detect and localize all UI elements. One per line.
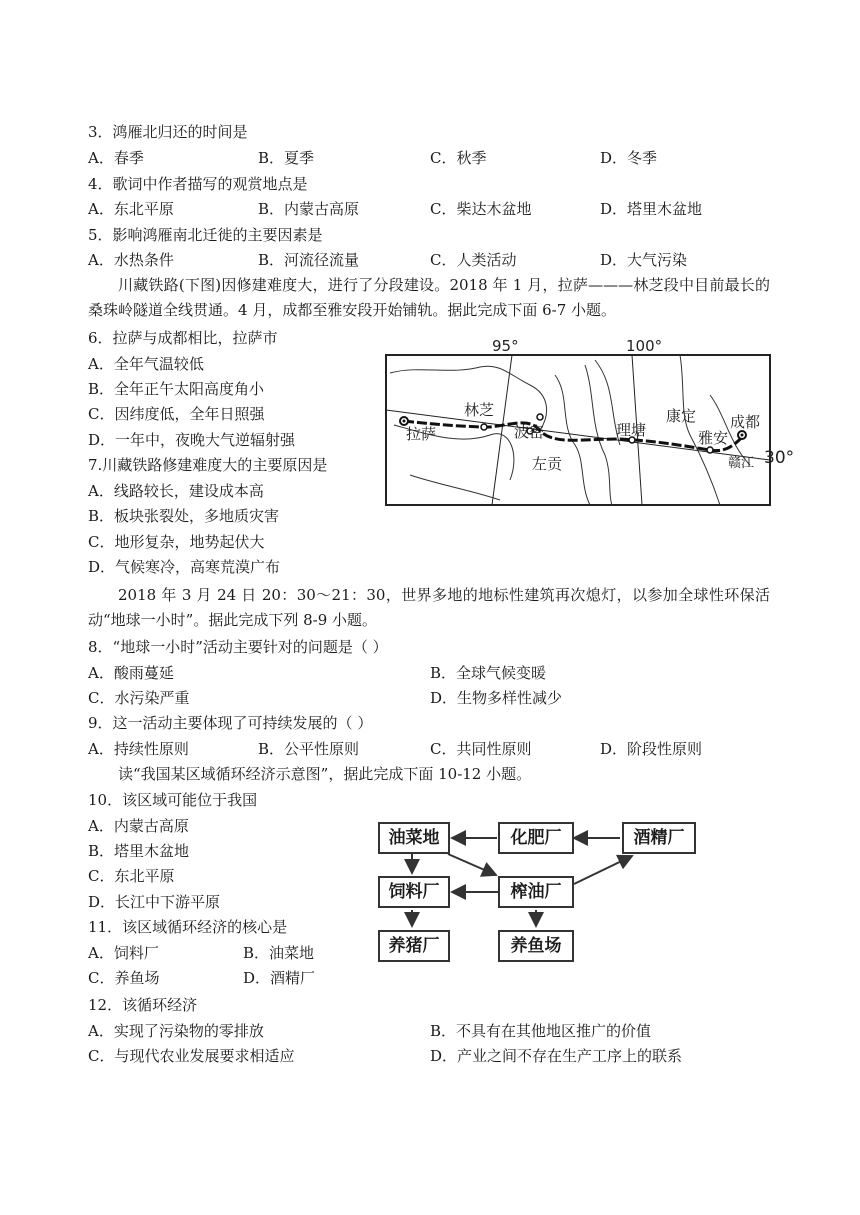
- q10-option-d: D．长江中下游平原: [88, 893, 221, 911]
- flow-node-fertilizer-plant: 化肥厂: [498, 822, 574, 854]
- q6-option-b: B．全年正午太阳高度角小: [88, 380, 265, 398]
- q9-option-c: C．共同性原则: [430, 740, 532, 758]
- q12-option-d: D．产业之间不存在生产工序上的联系: [430, 1047, 683, 1065]
- q10-option-a: A．内蒙古高原: [88, 817, 189, 835]
- circular-economy-diagram: [378, 818, 698, 968]
- intro-rail-paragraph: 川藏铁路(下图)因修建难度大，进行了分段建设。2018 年 1 月，拉萨———林芝段中目前最长的桑珠岭隧道全线贯通。4 月，成都至雅安段开始铺轨。据此完成下面 6-7 小题。: [88, 276, 770, 319]
- q5-option-d: D．大气污染: [600, 251, 688, 269]
- q4-option-c: C．柴达木盆地: [430, 200, 532, 218]
- q11-option-b: B．油菜地: [243, 944, 315, 962]
- city-linzhi: 林芝: [464, 401, 495, 419]
- q10-option-c: C．东北平原: [88, 867, 175, 885]
- intro-circular-economy: 读“我国某区域循环经济示意图”，据此完成下面 10-12 小题。: [118, 765, 532, 783]
- q11-option-a: A．饲料厂: [88, 944, 159, 962]
- flow-node-pig-farm: 养猪厂: [378, 930, 450, 962]
- flow-node-oil-mill: 榨油厂: [498, 876, 574, 908]
- q6-option-c: C．因纬度低，全年日照强: [88, 405, 265, 423]
- q4-option-a: A．东北平原: [88, 200, 174, 218]
- q11-stem: 11．该区域循环经济的核心是: [88, 918, 288, 936]
- q7-option-a: A．线路较长，建设成本高: [88, 482, 264, 500]
- flow-node-fish-farm: 养鱼场: [498, 930, 574, 962]
- q8-stem: 8．“地球一小时”活动主要针对的问题是（ ）: [88, 638, 388, 656]
- q9-option-b: B．公平性原则: [258, 740, 360, 758]
- q3-stem: 3．鸿雁北归还的时间是: [88, 123, 248, 141]
- q5-stem: 5．影响鸿雁南北迁徙的主要因素是: [88, 226, 323, 244]
- q11-option-c: C．养鱼场: [88, 969, 160, 987]
- railway-map: [380, 335, 800, 510]
- q4-option-d: D．塔里木盆地: [600, 200, 703, 218]
- q7-option-c: C．地形复杂，地势起伏大: [88, 533, 265, 551]
- lon-100-label: 100°: [626, 337, 663, 355]
- q3-option-d: D．冬季: [600, 149, 658, 167]
- q7-option-d: D．气候寒冷，高寒荒漠广布: [88, 558, 281, 576]
- q5-option-a: A．水热条件: [88, 251, 174, 269]
- q12-option-b: B．不具有在其他地区推广的价值: [430, 1022, 652, 1040]
- city-kangding: 康定: [666, 407, 697, 425]
- city-chengdu: 成都: [730, 413, 761, 431]
- q9-option-a: A．持续性原则: [88, 740, 189, 758]
- q9-option-d: D．阶段性原则: [600, 740, 703, 758]
- flow-node-feed-mill: 饲料厂: [378, 876, 450, 908]
- q5-option-b: B．河流径流量: [258, 251, 360, 269]
- intro-earth-hour-paragraph: 2018 年 3 月 24 日 20：30～21：30，世界多地的地标性建筑再次熄灯，以参加全球性环保活动“地球一小时”。据此完成下列 8-9 小题。: [88, 586, 770, 629]
- flow-node-alcohol-plant: 酒精厂: [622, 822, 696, 854]
- q3-option-c: C．秋季: [430, 149, 487, 167]
- q7-stem: 7.川藏铁路修建难度大的主要原因是: [88, 456, 328, 474]
- river-ganjiang: 赣江: [728, 456, 755, 471]
- q8-option-a: A．酸雨蔓延: [88, 664, 174, 682]
- q9-stem: 9．这一活动主要体现了可持续发展的（ ）: [88, 714, 373, 732]
- city-zuogong: 左贡: [532, 455, 563, 473]
- q8-option-d: D．生物多样性减少: [430, 689, 563, 707]
- q10-option-b: B．塔里木盆地: [88, 842, 190, 860]
- city-litang: 理塘: [616, 421, 647, 439]
- q10-stem: 10．该区域可能位于我国: [88, 791, 258, 809]
- q3-option-a: A．春季: [88, 149, 144, 167]
- lon-95-label: 95°: [492, 337, 519, 355]
- q12-option-c: C．与现代农业发展要求相适应: [88, 1047, 295, 1065]
- city-yaan: 雅安: [698, 429, 729, 447]
- q4-option-b: B．内蒙古高原: [258, 200, 360, 218]
- q12-option-a: A．实现了污染物的零排放: [88, 1022, 264, 1040]
- q3-option-b: B．夏季: [258, 149, 315, 167]
- lat-30-label: 30°: [764, 448, 795, 468]
- flow-node-rapeseed-field: 油菜地: [378, 822, 450, 854]
- city-lasa: 拉萨: [406, 425, 437, 443]
- q5-option-c: C．人类活动: [430, 251, 517, 269]
- q8-option-c: C．水污染严重: [88, 689, 190, 707]
- q4-stem: 4．歌词中作者描写的观赏地点是: [88, 175, 308, 193]
- q12-stem: 12．该循环经济: [88, 996, 198, 1014]
- q6-stem: 6．拉萨与成都相比，拉萨市: [88, 329, 278, 347]
- q6-option-a: A．全年气温较低: [88, 355, 204, 373]
- q7-option-b: B．板块张裂处，多地质灾害: [88, 507, 280, 525]
- q11-option-d: D．酒精厂: [243, 969, 316, 987]
- q6-option-d: D．一年中，夜晚大气逆辐射强: [88, 431, 296, 449]
- q8-option-b: B．全球气候变暖: [430, 664, 547, 682]
- city-bomi: 波密: [514, 423, 545, 441]
